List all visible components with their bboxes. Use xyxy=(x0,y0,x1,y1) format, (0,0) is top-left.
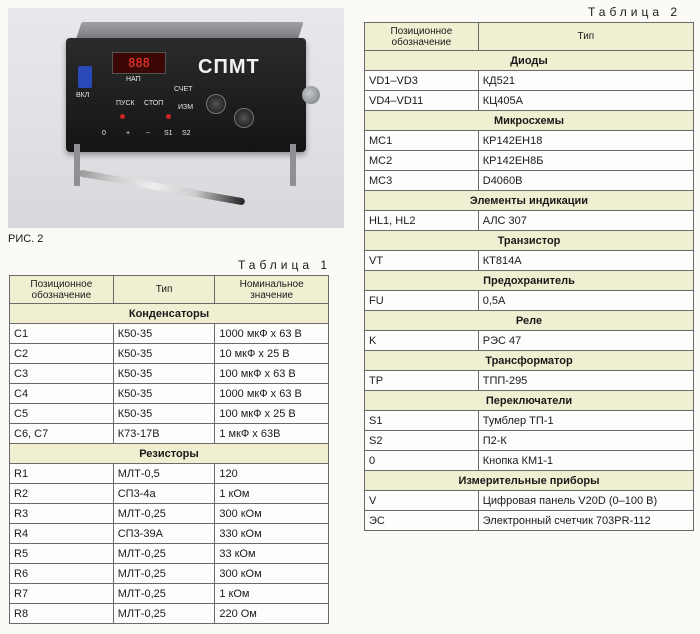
table-row xyxy=(10,484,329,504)
table-cell: C4 xyxy=(10,384,114,404)
device-label: S2 xyxy=(182,130,191,137)
table-cell: VD4–VD11 xyxy=(365,91,479,111)
section-header: Измерительные приборы xyxy=(365,471,694,491)
table-row xyxy=(365,411,694,431)
table-row xyxy=(365,431,694,451)
device-label: СТОП xyxy=(144,100,164,107)
table-row xyxy=(365,131,694,151)
table-cell: S1 xyxy=(365,411,479,431)
table1-title: Таблица 1 xyxy=(238,258,332,272)
section-header: Микросхемы xyxy=(365,111,694,131)
table-cell: HL1, HL2 xyxy=(365,211,479,231)
table-cell: R4 xyxy=(10,524,114,544)
table-row xyxy=(10,504,329,524)
table-cell: FU xyxy=(365,291,479,311)
table-cell: Кнопка КМ1-1 xyxy=(478,451,693,471)
device-handle xyxy=(302,86,320,104)
table-cell: 100 мкФ х 63 В xyxy=(215,364,329,384)
table-cell: КТ814А xyxy=(478,251,693,271)
table-cell: 1000 мкФ х 63 В xyxy=(215,384,329,404)
table-row xyxy=(10,564,329,584)
device-label: ПУСК xyxy=(116,100,135,107)
table-row xyxy=(365,251,694,271)
device-label: − xyxy=(146,130,151,137)
table-cell: 120 xyxy=(215,464,329,484)
table-cell: D4060B xyxy=(478,171,693,191)
table-cell: К50-35 xyxy=(113,384,215,404)
table-cell: 300 кОм xyxy=(215,564,329,584)
device-label: ВКЛ xyxy=(76,92,90,99)
section-header: Диоды xyxy=(365,51,694,71)
table-row xyxy=(365,171,694,191)
table-cell: МЛТ-0,5 xyxy=(113,464,215,484)
table-row xyxy=(365,451,694,471)
table-row xyxy=(10,544,329,564)
knob-icon xyxy=(234,108,254,128)
table-cell: ТПП-295 xyxy=(478,371,693,391)
knob-icon xyxy=(206,94,226,114)
table-cell: Тумблер ТП-1 xyxy=(478,411,693,431)
power-toggle xyxy=(78,66,92,88)
table1-header: Номинальное значение xyxy=(215,276,329,304)
table-cell: MC3 xyxy=(365,171,479,191)
table-cell: K xyxy=(365,331,479,351)
led-icon xyxy=(120,114,125,119)
device-label: S1 xyxy=(164,130,173,137)
table-row xyxy=(10,324,329,344)
table2-header: Позиционное обозначение xyxy=(365,23,479,51)
table-cell: МЛТ-0,25 xyxy=(113,504,215,524)
table-cell: Электронный счетчик 703PR-112 xyxy=(478,511,693,531)
device-label: ИЗМ xyxy=(178,104,194,111)
table-cell: К50-35 xyxy=(113,344,215,364)
section-header: Элементы индикации xyxy=(365,191,694,211)
table-cell: Цифровая панель V20D (0–100 В) xyxy=(478,491,693,511)
table-cell: П2-К xyxy=(478,431,693,451)
table-cell: S2 xyxy=(365,431,479,451)
section-header: Реле xyxy=(365,311,694,331)
table-row xyxy=(10,524,329,544)
table-row xyxy=(365,491,694,511)
table-cell: АЛС 307 xyxy=(478,211,693,231)
table-cell: КР142ЕН8Б xyxy=(478,151,693,171)
device-photo xyxy=(8,8,344,228)
table-row xyxy=(10,364,329,384)
table-row xyxy=(10,584,329,604)
table-cell: C5 xyxy=(10,404,114,424)
device-label: + xyxy=(126,130,131,137)
device-label: 0 xyxy=(102,130,106,137)
table-cell: TP xyxy=(365,371,479,391)
table-cell: MC2 xyxy=(365,151,479,171)
pen-image xyxy=(79,169,246,205)
device-brand: СПМТ xyxy=(198,56,260,78)
table2 xyxy=(364,22,694,531)
figure-caption: РИС. 2 xyxy=(8,233,44,245)
table-cell: R6 xyxy=(10,564,114,584)
section-header: Резисторы xyxy=(10,444,329,464)
table-row xyxy=(10,604,329,624)
table-cell: МЛТ-0,25 xyxy=(113,544,215,564)
table-cell: К50-35 xyxy=(113,364,215,384)
table-row xyxy=(10,464,329,484)
table-row xyxy=(10,344,329,364)
table-row xyxy=(365,331,694,351)
table-cell: 1000 мкФ х 63 В xyxy=(215,324,329,344)
table-cell: 330 кОм xyxy=(215,524,329,544)
table-row xyxy=(365,511,694,531)
section-header: Транзистор xyxy=(365,231,694,251)
table-row xyxy=(365,71,694,91)
table-cell: R7 xyxy=(10,584,114,604)
table-cell: КЦ405А xyxy=(478,91,693,111)
device-stand xyxy=(290,144,296,186)
device-label: НАП xyxy=(126,76,141,83)
table-cell: C1 xyxy=(10,324,114,344)
table-row xyxy=(10,424,329,444)
table1-header: Тип xyxy=(113,276,215,304)
led-icon xyxy=(166,114,171,119)
table-cell: 1 кОм xyxy=(215,484,329,504)
table-row xyxy=(365,291,694,311)
table-cell: К73-17В xyxy=(113,424,215,444)
table-row xyxy=(365,371,694,391)
table-cell: 10 мкФ х 25 В xyxy=(215,344,329,364)
device-stand xyxy=(74,144,80,186)
table-cell: MC1 xyxy=(365,131,479,151)
table-row xyxy=(10,384,329,404)
table-cell: 0 xyxy=(365,451,479,471)
table-row xyxy=(365,91,694,111)
table-cell: К50-35 xyxy=(113,404,215,424)
section-header: Предохранитель xyxy=(365,271,694,291)
table-cell: R2 xyxy=(10,484,114,504)
table-cell: МЛТ-0,25 xyxy=(113,584,215,604)
table-cell: 1 кОм xyxy=(215,584,329,604)
table-cell: 100 мкФ х 25 В xyxy=(215,404,329,424)
table-cell: R3 xyxy=(10,504,114,524)
section-header: Конденсаторы xyxy=(10,304,329,324)
table-row xyxy=(365,151,694,171)
table-cell: 33 кОм xyxy=(215,544,329,564)
table2-title: Таблица 2 xyxy=(588,5,682,19)
table-cell: 1 мкФ х 63В xyxy=(215,424,329,444)
table1-header: Позиционное обозначение xyxy=(10,276,114,304)
table-cell: К50-35 xyxy=(113,324,215,344)
table-cell: R5 xyxy=(10,544,114,564)
table-cell: РЭС 47 xyxy=(478,331,693,351)
device-body xyxy=(66,38,306,152)
table-cell: МЛТ-0,25 xyxy=(113,604,215,624)
table-cell: C6, C7 xyxy=(10,424,114,444)
table-cell: C2 xyxy=(10,344,114,364)
device-label: СЧЕТ xyxy=(174,86,193,93)
section-header: Трансформатор xyxy=(365,351,694,371)
table-cell: R8 xyxy=(10,604,114,624)
table-cell: V xyxy=(365,491,479,511)
section-header: Переключатели xyxy=(365,391,694,411)
table-cell: R1 xyxy=(10,464,114,484)
table-cell: МЛТ-0,25 xyxy=(113,564,215,584)
table-cell: VD1–VD3 xyxy=(365,71,479,91)
table-cell: VT xyxy=(365,251,479,271)
table-cell: 300 кОм xyxy=(215,504,329,524)
table-cell: 220 Ом xyxy=(215,604,329,624)
table-cell: 0,5А xyxy=(478,291,693,311)
table-cell: СП3-4а xyxy=(113,484,215,504)
table-cell: ЭС xyxy=(365,511,479,531)
table-cell: СП3-39А xyxy=(113,524,215,544)
table-cell: C3 xyxy=(10,364,114,384)
table-cell: КР142ЕН18 xyxy=(478,131,693,151)
table-row xyxy=(10,404,329,424)
table-row xyxy=(365,211,694,231)
device-display: 888 xyxy=(112,52,166,74)
table-cell: КД521 xyxy=(478,71,693,91)
table1 xyxy=(9,275,329,624)
table2-header: Тип xyxy=(478,23,693,51)
